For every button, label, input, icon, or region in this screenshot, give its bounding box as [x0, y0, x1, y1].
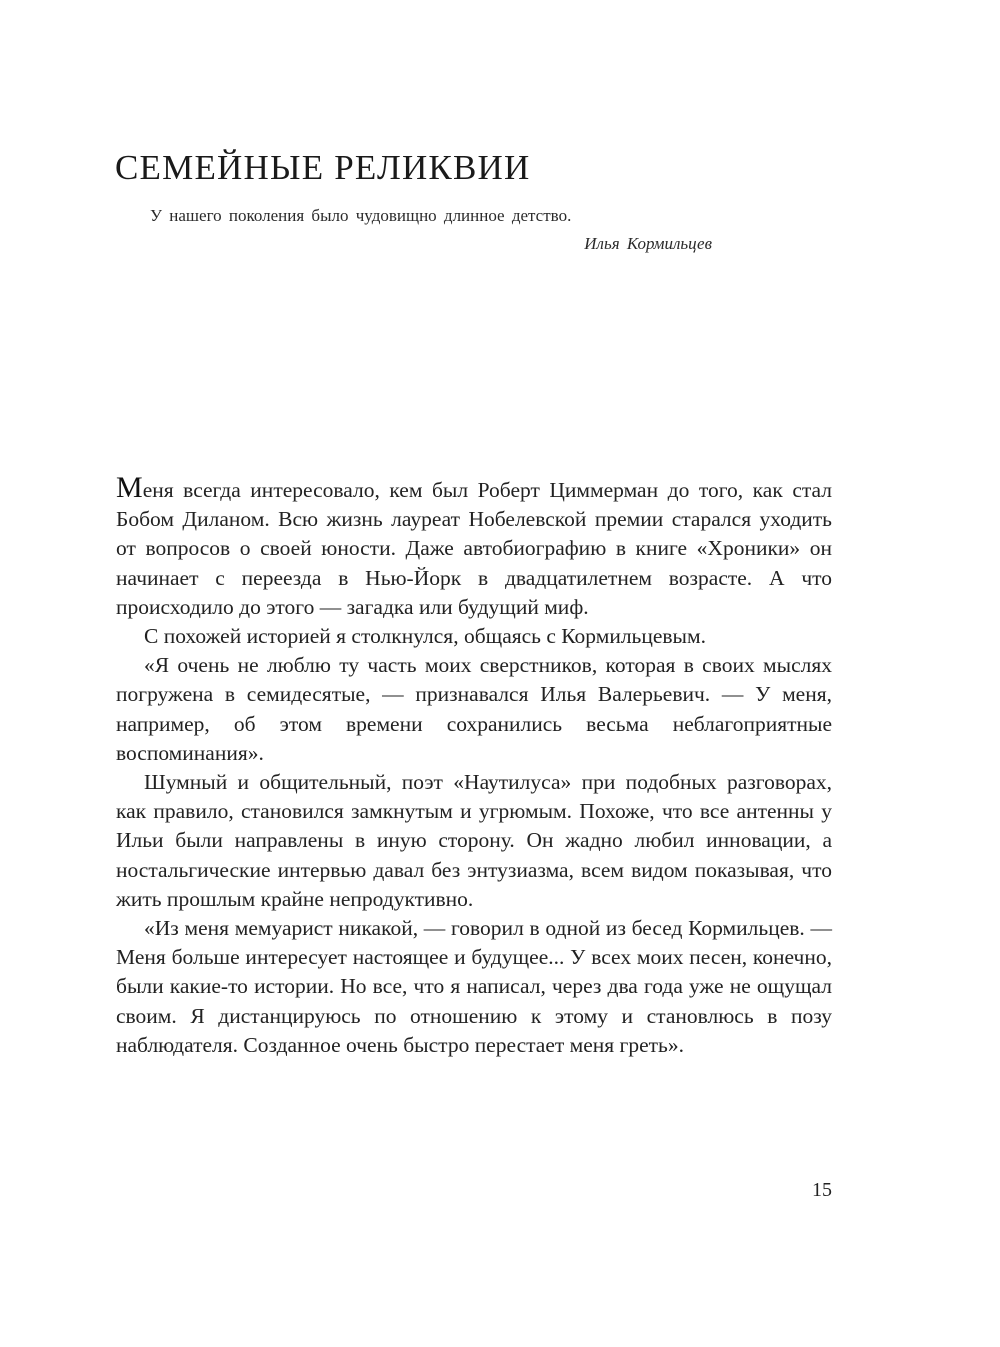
page-number: 15 [812, 1179, 832, 1201]
paragraph-4: Шумный и общительный, поэт «Наутилуса» при подобных разговорах, как правило, становился замкнутым и угрюмым. Похоже, что все антенны у Ильи были направлены в иную сторону. Он жадно любил инновации, а ностальгические интервью давал без энтузиазма, всем видом показывая, что жить прошлым крайне непродуктивно. [116, 770, 832, 911]
chapter-title: СЕМЕЙНЫЕ РЕЛИКВИИ [115, 148, 531, 187]
epigraph-author: Илья Кормильцев [584, 234, 712, 253]
body-text [116, 471, 832, 1060]
paragraph-2: С похожей историей я столкнулся, общаясь с Кормильцевым. [144, 624, 706, 649]
initial-letter: М [116, 471, 143, 504]
paragraph-1-text: еня всегда интересовало, кем был Роберт Циммерман до того, как стал Бобом Диланом. Всю жизнь лауреат Нобелевской премии старался уходить от вопросов о своей юности. Даже автобиографию в книге «Хроники» он начинает с переезда в Нью-Йорк в двадцатилетнем возрасте. А что происходило до этого — загадка или будущий миф. [116, 478, 832, 619]
paragraph-5: «Из меня мемуарист никакой, — говорил в одной из бесед Кормильцев. — Меня больше интересует настоящее и будущее... У всех моих песен, конечно, были какие-то истории. Но все, что я написал, через два года уже не ощущал своим. Я дистанцируюсь по отношению к этому и становлюсь в позу наблюдателя. Созданное очень быстро перестает меня греть». [116, 916, 832, 1057]
epigraph-text: У нашего поколения было чудовищно длинное детство. [150, 206, 572, 225]
paragraph-1 [116, 471, 832, 622]
paragraph-3: «Я очень не люблю ту часть моих сверстников, которая в своих мыслях погружена в семидесятые, — признавался Илья Валерьевич. — У меня, например, об этом времени сохранились весьма неблагоприятные воспоминания». [116, 653, 832, 765]
epigraph [150, 202, 712, 258]
